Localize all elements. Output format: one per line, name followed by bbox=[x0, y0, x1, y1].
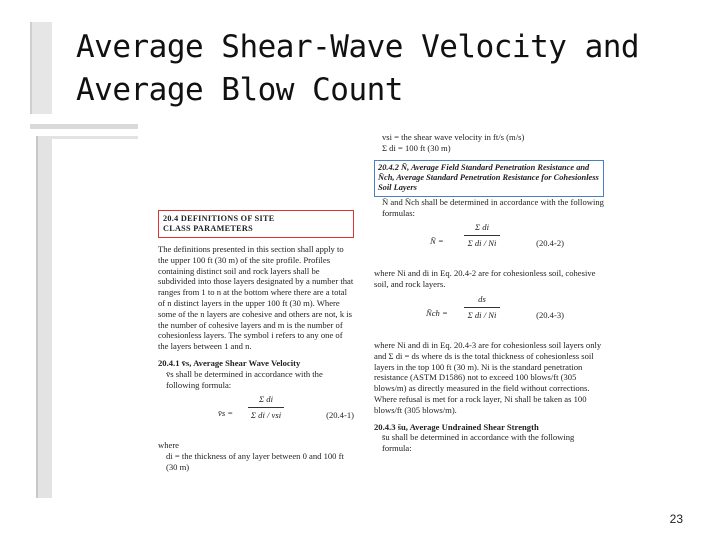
slide-title bbox=[76, 26, 696, 112]
blow-count-description: N̄ and N̄ch shall be determined in accordance with the following formulas: bbox=[382, 196, 604, 218]
where-label: where bbox=[158, 440, 179, 451]
eq2-where: where Ni and di in Eq. 20.4-2 are for cohesionless soil, cohesive soil, and rock layers. bbox=[374, 268, 596, 290]
title-accent-bar bbox=[30, 22, 52, 114]
su-description: s̄u shall be determined in accordance with the following formula: bbox=[382, 432, 575, 454]
definitions-intro: The definitions presented in this section shall apply to the upper 100 ft (30 m) of the site profile. Profiles containing distinct soil and rock layers shall be subdivided into those layers designated by a number that ranges from 1 to n at the bottom where there are a total of n distinct layers in the upper 100 ft (30 m). Where some of the n layers are cohesive and others are not, k is the number of cohesive layers and m is the number of cohesionless layers. The symbol i refers to any one of the layers between 1 and n. bbox=[158, 244, 354, 352]
section-heading-line-1: 20.4 DEFINITIONS OF SITE bbox=[163, 214, 275, 223]
equation-20-4-1 bbox=[158, 394, 354, 436]
right-column bbox=[374, 132, 604, 454]
eq1-fraction bbox=[248, 394, 284, 421]
equation-20-4-2 bbox=[374, 222, 604, 264]
blow-count-heading-box: 20.4.2 N̄, Average Field Standard Penetration Resistance and N̄ch, Average Standard Penetration Resistance for Cohesionless Soil Layers bbox=[374, 160, 604, 197]
equation-20-4-3 bbox=[374, 294, 604, 336]
vs-description: v̄s shall be determined in accordance with the following formula: bbox=[166, 368, 323, 390]
eq2-denominator: Σ di / Ni bbox=[467, 238, 497, 249]
title-line-2: Average Blow Count bbox=[76, 72, 403, 108]
eq1-label: (20.4-1) bbox=[326, 410, 354, 421]
eq3-where: where Ni and di in Eq. 20.4-3 are for cohesionless soil layers only and Σ di = ds where ds is the total thickness of cohesionless soil layers in the top 100 ft (30 m). Ni is the standard penetration resistance (ASTM D1586) not to exceed 100 blows/ft (305 blows/m) as directly measured in the field without corrections. Where refusal is met for a rock layer, Ni shall be taken as 100 blows/ft (305 blows/m). bbox=[374, 340, 602, 415]
eq3-numerator: ds bbox=[478, 294, 486, 304]
code-excerpt-image bbox=[138, 124, 690, 498]
page-number: 23 bbox=[669, 512, 683, 526]
sum-di-definition: Σ di = 100 ft (30 m) bbox=[382, 142, 451, 153]
di-definition: di = the thickness of any layer between 0 and 100 ft (30 m) bbox=[166, 451, 344, 472]
eq1-denominator: Σ di / vsi bbox=[250, 410, 282, 421]
subsection-heading-vs: 20.4.1 v̄s, Average Shear Wave Velocity bbox=[158, 357, 301, 368]
eq2-lhs: N̄ = bbox=[430, 236, 444, 247]
vsi-definition: vsi = the shear wave velocity in ft/s (m/s) bbox=[382, 132, 525, 142]
eq2-label: (20.4-2) bbox=[536, 238, 564, 249]
eq3-denominator: Σ di / Ni bbox=[467, 309, 497, 320]
eq3-label: (20.4-3) bbox=[536, 310, 564, 320]
content-frame-top bbox=[50, 136, 138, 139]
eq2-numerator: Σ di bbox=[475, 222, 489, 233]
eq1-numerator: Σ di bbox=[259, 394, 273, 405]
section-heading-line-2: CLASS PARAMETERS bbox=[163, 224, 253, 233]
section-heading-box bbox=[158, 210, 354, 238]
eq3-fraction bbox=[464, 294, 500, 321]
subsection-heading-su: 20.4.3 s̄u, Average Undrained Shear Strength bbox=[374, 421, 539, 432]
eq1-lhs: v̄s = bbox=[218, 408, 234, 419]
eq3-lhs: N̄ch = bbox=[426, 308, 448, 318]
eq2-fraction bbox=[464, 222, 500, 249]
content-frame-left bbox=[36, 136, 52, 498]
title-line-1: Average Shear-Wave Velocity and bbox=[76, 29, 640, 65]
left-column bbox=[158, 210, 354, 473]
